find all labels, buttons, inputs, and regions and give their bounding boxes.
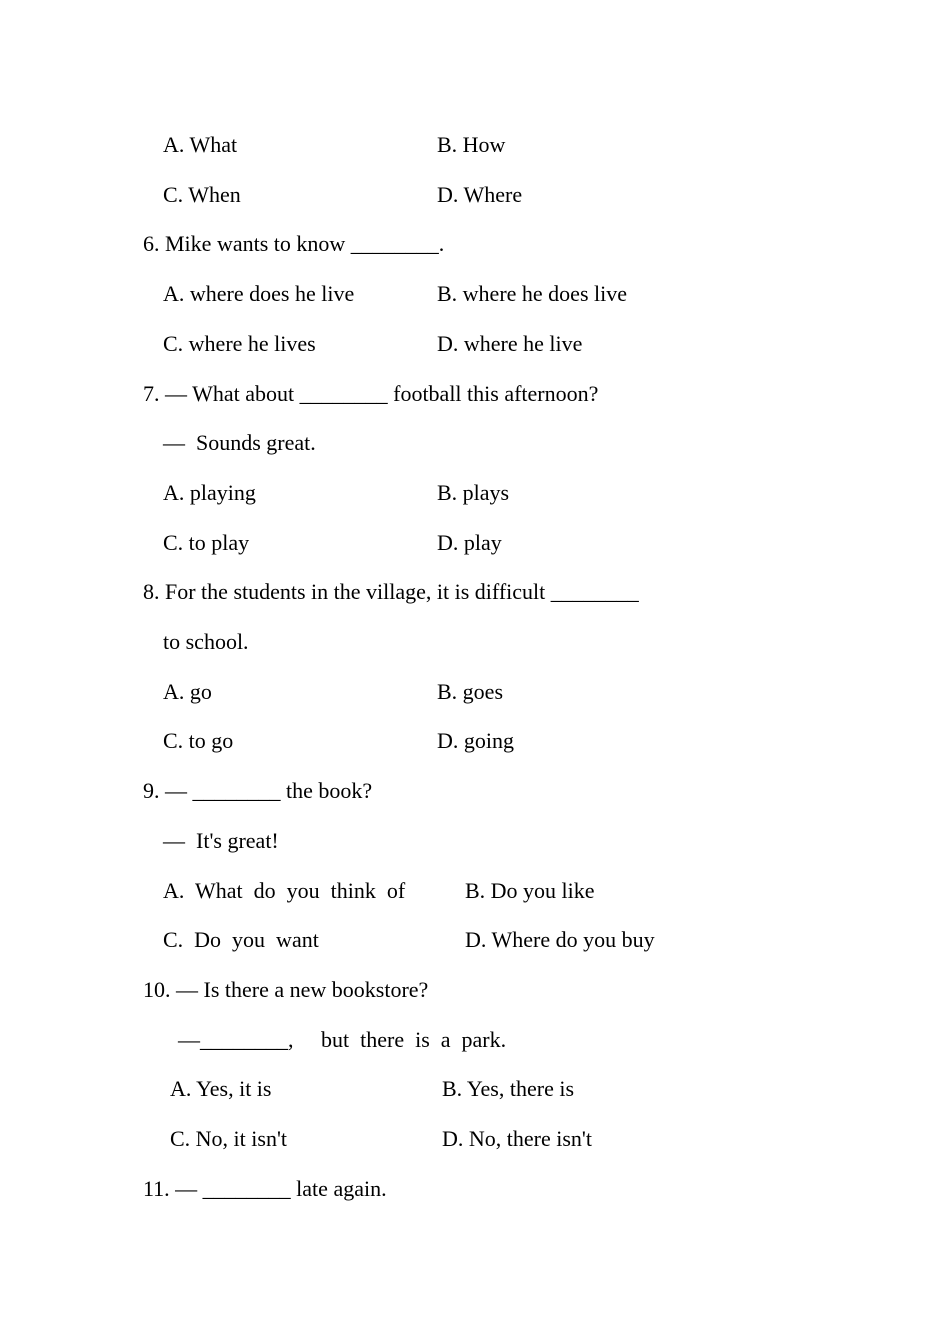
question-11-stem: 11. — ________ late again. bbox=[143, 1175, 387, 1201]
question-10-options-row-ab bbox=[170, 1064, 950, 1114]
question-8-stem-line-2: to school. bbox=[163, 629, 249, 655]
option-9-a: A. What do you think of bbox=[163, 877, 406, 903]
question-6-options-row-cd bbox=[163, 319, 950, 369]
option-8-d: D. going bbox=[437, 728, 514, 754]
option-6-c: C. where he lives bbox=[163, 330, 316, 356]
option-8-a: A. go bbox=[163, 678, 212, 704]
question-10-stem: 10. — Is there a new bookstore? bbox=[143, 976, 429, 1002]
option-9-b: B. Do you like bbox=[465, 877, 595, 903]
option-10-a: A. Yes, it is bbox=[170, 1076, 272, 1102]
option-5-d: D. Where bbox=[437, 181, 523, 207]
option-10-c: C. No, it isn't bbox=[170, 1126, 288, 1152]
option-6-d: D. where he live bbox=[437, 330, 583, 356]
option-9-d: D. Where do you buy bbox=[465, 927, 655, 953]
option-8-c: C. to go bbox=[163, 728, 234, 754]
option-7-a: A. playing bbox=[163, 479, 256, 505]
option-7-c: C. to play bbox=[163, 529, 250, 555]
option-7-d: D. play bbox=[437, 529, 502, 555]
question-7-options-row-ab bbox=[163, 468, 950, 518]
question-10-options-row-cd bbox=[170, 1114, 950, 1164]
option-6-a: A. where does he live bbox=[163, 281, 355, 307]
question-9-reply: — It's great! bbox=[163, 827, 279, 853]
question-7-reply: — Sounds great. bbox=[163, 430, 316, 456]
question-10-reply: —________, but there is a park. bbox=[178, 1026, 507, 1052]
option-10-b: B. Yes, there is bbox=[442, 1076, 575, 1102]
question-8-options-row-cd bbox=[163, 716, 950, 766]
question-9-stem: 9. — ________ the book? bbox=[143, 778, 373, 804]
option-9-c: C. Do you want bbox=[163, 927, 319, 953]
question-8-stem-line-1: 8. For the students in the village, it is difficult ________ bbox=[143, 579, 639, 605]
option-6-b: B. where he does live bbox=[437, 281, 627, 307]
question-7-stem: 7. — What about ________ football this afternoon? bbox=[143, 380, 599, 406]
option-5-a: A. What bbox=[163, 132, 238, 157]
question-6-options-row-ab bbox=[163, 269, 950, 319]
option-5-c: C. When bbox=[163, 181, 241, 207]
question-9-options-row-cd bbox=[163, 915, 950, 965]
question-9-options-row-ab bbox=[163, 866, 950, 916]
question-7-options-row-cd bbox=[163, 518, 950, 568]
question-5-options-row-ab bbox=[163, 120, 950, 170]
question-6-stem: 6. Mike wants to know ________. bbox=[143, 231, 445, 257]
option-7-b: B. plays bbox=[437, 479, 510, 505]
option-10-d: D. No, there isn't bbox=[442, 1126, 592, 1152]
question-8-options-row-ab bbox=[163, 667, 950, 717]
question-5-options-row-cd bbox=[163, 170, 950, 220]
option-8-b: B. goes bbox=[437, 678, 503, 704]
option-5-b: B. How bbox=[437, 132, 506, 157]
